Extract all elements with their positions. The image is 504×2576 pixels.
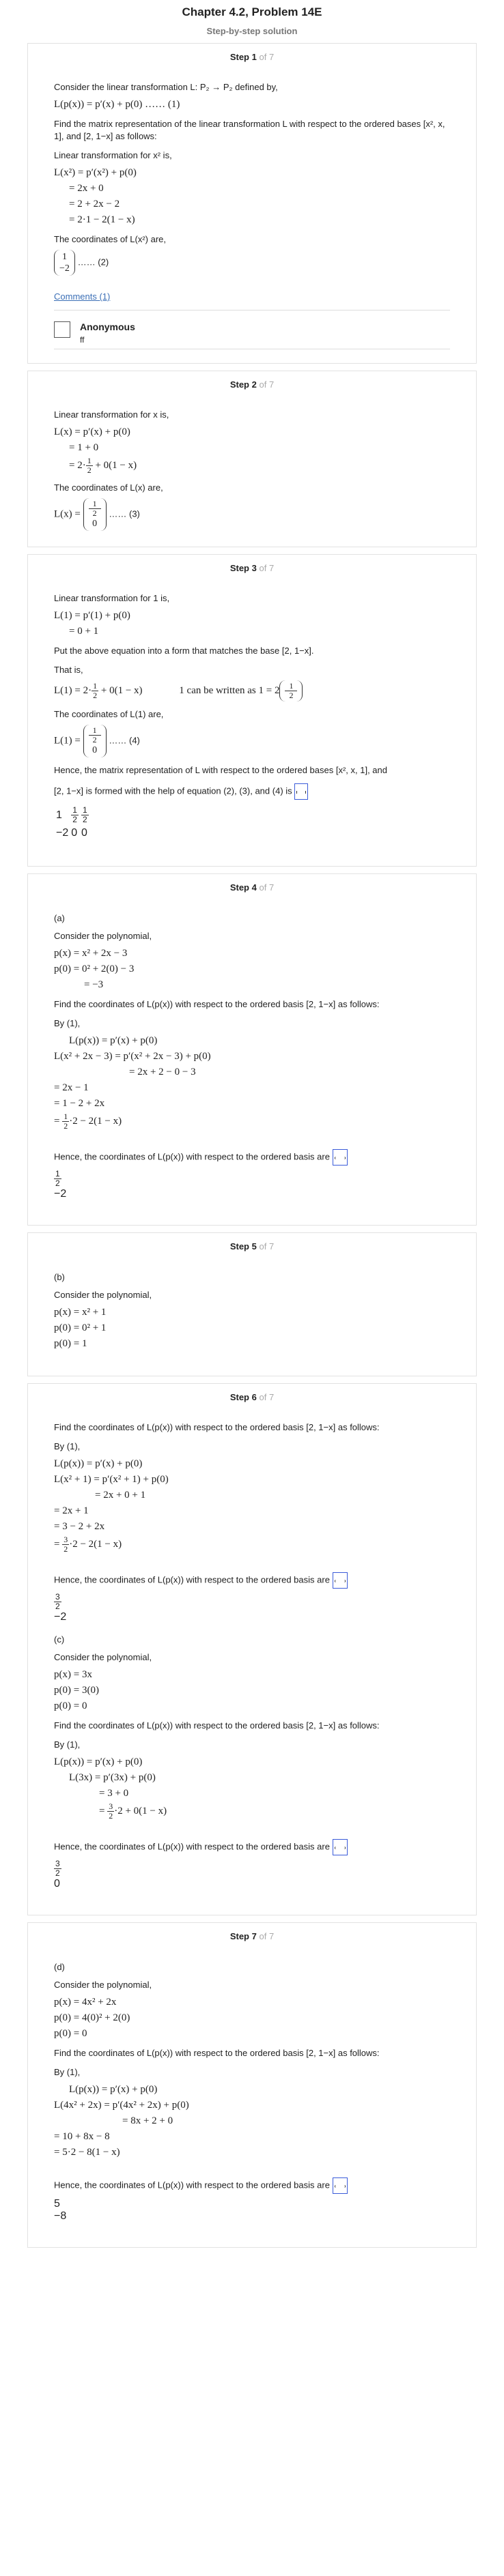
part-label: (d) — [54, 1962, 65, 1972]
equation: L(p(x)) = p′(x) + p(0) — [54, 1756, 143, 1767]
equation: = 2·1 − 2(1 − x) — [69, 214, 135, 225]
text: Find the coordinates of L(p(x)) with respect to the ordered basis [2, 1−x] as follows: — [54, 999, 380, 1009]
text: The coordinates of L(1) are, — [54, 709, 164, 719]
answer-vector — [333, 2177, 348, 2194]
text: Hence, the coordinates of L(p(x)) with respect to the ordered basis are — [54, 2177, 450, 2194]
equation: p(x) = 3x — [54, 1669, 92, 1680]
equation: p(0) = 0² + 1 — [54, 1322, 107, 1333]
text: That is, — [54, 665, 83, 675]
equation: = $\frac{3}{2}$ ·2 − 2(1 − x) — [54, 1535, 122, 1554]
part-label: (b) — [54, 1272, 65, 1282]
part-label: (a) — [54, 913, 65, 923]
comments-section — [54, 291, 450, 349]
step-7-card: Step 7 of 7 (d) Consider the polynomial, p(x) = 4x² + 2x p(0) = 4(0)² + 2(0) p(0) = 0 Find the coordinates of L(p(x)) with respect to the ordered basis [2, 1−x] as follows: By (1), L(p(x)) = p′(x) + p(0) L(4x² + 2x) = p′(4x² + 2x) + p(0) = 8x + 2 + 0 = 10 + 8x − 8 = 5·2 − 8(1 − x) Hence, the coordinates of L(p(x)) with respect to the ordered basis are 5 −8 — [27, 1922, 477, 2248]
step-header: Step 7 of 7 — [229, 1931, 275, 1941]
text: By (1), — [54, 2067, 81, 2077]
comment-text: ff — [80, 335, 85, 345]
equation: = 2x + 0 — [69, 183, 104, 194]
equation: L(1) = p′(1) + p(0) — [54, 610, 130, 621]
answer-vector — [333, 1572, 348, 1589]
equation: = 2x + 0 + 1 — [95, 1490, 146, 1501]
avatar — [54, 321, 70, 338]
equation: = $\frac{3}{2}$ ·2 + 0(1 − x) — [99, 1801, 167, 1821]
step-1-card — [27, 43, 477, 364]
equation: = 3 + 0 — [99, 1788, 129, 1799]
step-header: Step 4 of 7 — [229, 882, 275, 893]
equation: = 2x − 1 — [54, 1082, 89, 1093]
equation: L(x²) = p′(x²) + p(0) — [54, 167, 137, 178]
text: By (1), — [54, 1739, 81, 1750]
step-4-card: Step 4 of 7 (a) Consider the polynomial, p(x) = x² + 2x − 3 p(0) = 0² + 2(0) − 3 = −3 Find the coordinates of L(p(x)) with respect to the ordered basis [2, 1−x] as follows: By (1), L(p(x)) = p′(x) + p(0) L(x² + 2x − 3) = p′(x² + 2x − 3) + p(0) = 2x + 2 − 0 − 3 = 2x − 1 = 1 − 2 + 2x = $\frac{1}{2}$ ·2 − 2(1 − x) Hence, the coordinates of L(p(x)) with respect to the ordered basis are $\frac{1}{2}$ −2 — [27, 873, 477, 1226]
equation: = 1 + 0 — [69, 442, 99, 453]
text: Find the coordinates of L(p(x)) with respect to the ordered basis [2, 1−x] as follows: — [54, 1720, 380, 1731]
text: Put the above equation into a form that matches the base [2, 1−x]. — [54, 646, 314, 656]
equation: L(p(x)) = p′(x) + p(0) …… (1) — [54, 99, 180, 110]
equation: p(0) = 0² + 2(0) − 3 — [54, 964, 135, 974]
text: Consider the polynomial, — [54, 1290, 152, 1300]
text: Find the coordinates of L(p(x)) with respect to the ordered basis [2, 1−x] as follows: — [54, 2048, 380, 2058]
step-header: Step 6 of 7 — [229, 1392, 275, 1402]
text: Linear transformation for 1 is, — [54, 593, 170, 603]
step-header: Step 3 of 7 — [229, 563, 275, 573]
equation: L(p(x)) = p′(x) + p(0) — [69, 1035, 158, 1046]
equation: p(0) = 4(0)² + 2(0) — [54, 2012, 130, 2023]
equation: p(0) = 0 — [54, 2028, 87, 2039]
equation: L(x² + 1) = p′(x² + 1) + p(0) — [54, 1474, 169, 1485]
coordinate-vector: L(x) = $\frac{1}{2}$ 0 …… (3) — [54, 498, 450, 531]
equation: = 2x + 2 − 0 − 3 — [129, 1067, 196, 1077]
text: By (1), — [54, 1018, 81, 1028]
equation: = 2· $\frac{1}{2}$ + 0(1 − x) — [69, 456, 137, 475]
equation: p(x) = 4x² + 2x — [54, 1997, 117, 2008]
equation: = 3 − 2 + 2x — [54, 1521, 105, 1532]
equation: = −3 — [84, 979, 104, 990]
coordinate-vector: 1 −2 …… (2) — [54, 250, 450, 276]
step-3-card: Step 3 of 7 Linear transformation for 1 is, L(1) = p′(1) + p(0) = 0 + 1 Put the above equation into a form that matches the base [2, 1−x]. That is, L(1) = 2· $\frac{1}{2}$ + 0(1 − x) 1 can be written as 1 = 2 $\frac{1}{2}$ The coordinates of L(1) are, L(1) = $\frac{1}{2}$ 0 …… (4) Hence, the matrix representation of L with respect to the ordered bases [x², x, 1], and [2, 1−x] is formed with the help of equation (2), (3), and (4) is 1 $\frac{1}{2}$ $\frac{1}{2}$ −2 0 0 — [27, 554, 477, 867]
answer-matrix — [294, 783, 308, 800]
step-6-card: Step 6 of 7 Find the coordinates of L(p(x)) with respect to the ordered basis [2, 1−x] as follows: By (1), L(p(x)) = p′(x) + p(0) L(x² + 1) = p′(x² + 1) + p(0) = 2x + 0 + 1 = 2x + 1 = 3 − 2 + 2x = $\frac{3}{2}$ ·2 − 2(1 − x) Hence, the coordinates of L(p(x)) with respect to the ordered basis are $\frac{3}{2}$ −2 (c) Consider the polynomial, p(x) = 3x p(0) = 3(0) p(0) = 0 Find the coordinates of L(p(x)) with respect to the ordered basis [2, 1−x] as follows: By (1), L(p(x)) = p′(x) + p(0) L(3x) = p′(3x) + p(0) = 3 + 0 = $\frac{3}{2}$ ·2 + 0(1 − x) Hence, the coordinates of L(p(x)) with respect to the ordered basis are $\frac{3}{2}$ 0 — [27, 1383, 477, 1915]
equation: L(4x² + 2x) = p′(4x² + 2x) + p(0) — [54, 2100, 189, 2111]
step-header: Step 1 of 7 — [229, 52, 275, 62]
text: Consider the polynomial, — [54, 1652, 152, 1662]
equation: L(p(x)) = p′(x) + p(0) — [69, 2084, 158, 2095]
comment — [54, 317, 450, 349]
text: Hence, the coordinates of L(p(x)) with respect to the ordered basis are — [54, 1149, 450, 1166]
text: Consider the polynomial, — [54, 1980, 152, 1990]
comments-link[interactable]: Comments (1) — [54, 291, 111, 302]
equation: p(x) = x² + 2x − 3 — [54, 948, 128, 959]
equation: p(x) = x² + 1 — [54, 1307, 107, 1318]
text: Consider the linear transformation L: P₂ → P₂ defined by, — [54, 82, 278, 92]
comment-author: Anonymous — [80, 321, 135, 332]
equation: = 1 − 2 + 2x — [54, 1098, 105, 1109]
page-subtitle: Step-by-step solution — [206, 26, 298, 36]
text: Consider the polynomial, — [54, 931, 152, 941]
equation: = 10 + 8x − 8 — [54, 2131, 110, 2142]
equation: = $\frac{1}{2}$ ·2 − 2(1 − x) — [54, 1112, 122, 1131]
answer-vector — [333, 1149, 348, 1166]
text: [2, 1−x] is formed with the help of equation (2), (3), and (4) is — [54, 783, 450, 800]
step-header: Step 5 of 7 — [229, 1241, 275, 1251]
text: Hence, the coordinates of L(p(x)) with respect to the ordered basis are — [54, 1839, 450, 1855]
text: Find the matrix representation of the linear transformation L with respect to the ordered bases [x², x, 1], and [2, 1−x] as follows: — [54, 119, 445, 141]
equation: p(0) = 3(0) — [54, 1685, 99, 1696]
text: Hence, the coordinates of L(p(x)) with respect to the ordered basis are — [54, 1572, 450, 1589]
text: Linear transformation for x is, — [54, 409, 169, 420]
equation: = 8x + 2 + 0 — [122, 2115, 173, 2126]
text: Linear transformation for x² is, — [54, 150, 172, 160]
equation: L(x² + 2x − 3) = p′(x² + 2x − 3) + p(0) — [54, 1051, 211, 1062]
equation: = 2x + 1 — [54, 1505, 89, 1516]
equation: = 0 + 1 — [69, 626, 99, 637]
text: The coordinates of L(x) are, — [54, 482, 163, 493]
equation: p(0) = 1 — [54, 1338, 87, 1349]
equation: L(p(x)) = p′(x) + p(0) — [54, 1458, 143, 1469]
equation: = 2 + 2x − 2 — [69, 199, 120, 209]
answer-vector — [333, 1839, 348, 1855]
part-label: (c) — [54, 1634, 65, 1645]
text: Find the coordinates of L(p(x)) with respect to the ordered basis [2, 1−x] as follows: — [54, 1422, 380, 1432]
equation: = 5·2 − 8(1 − x) — [54, 2147, 120, 2158]
text: By (1), — [54, 1441, 81, 1451]
text: Hence, the matrix representation of L with respect to the ordered bases [x², x, 1], and — [54, 765, 387, 775]
coordinate-vector: L(1) = $\frac{1}{2}$ 0 …… (4) — [54, 725, 450, 757]
step-header: Step 2 of 7 — [229, 379, 275, 390]
step-2-card — [27, 371, 477, 547]
equation: L(1) = 2· $\frac{1}{2}$ + 0(1 − x) 1 can be written as 1 = 2 $\frac{1}{2}$ — [54, 680, 450, 701]
equation: L(3x) = p′(3x) + p(0) — [69, 1772, 156, 1783]
equation: p(0) = 0 — [54, 1701, 87, 1711]
equation: L(x) = p′(x) + p(0) — [54, 426, 130, 437]
page-title: Chapter 4.2, Problem 14E — [182, 5, 322, 18]
step-5-card — [27, 1232, 477, 1376]
text: The coordinates of L(x²) are, — [54, 234, 167, 244]
